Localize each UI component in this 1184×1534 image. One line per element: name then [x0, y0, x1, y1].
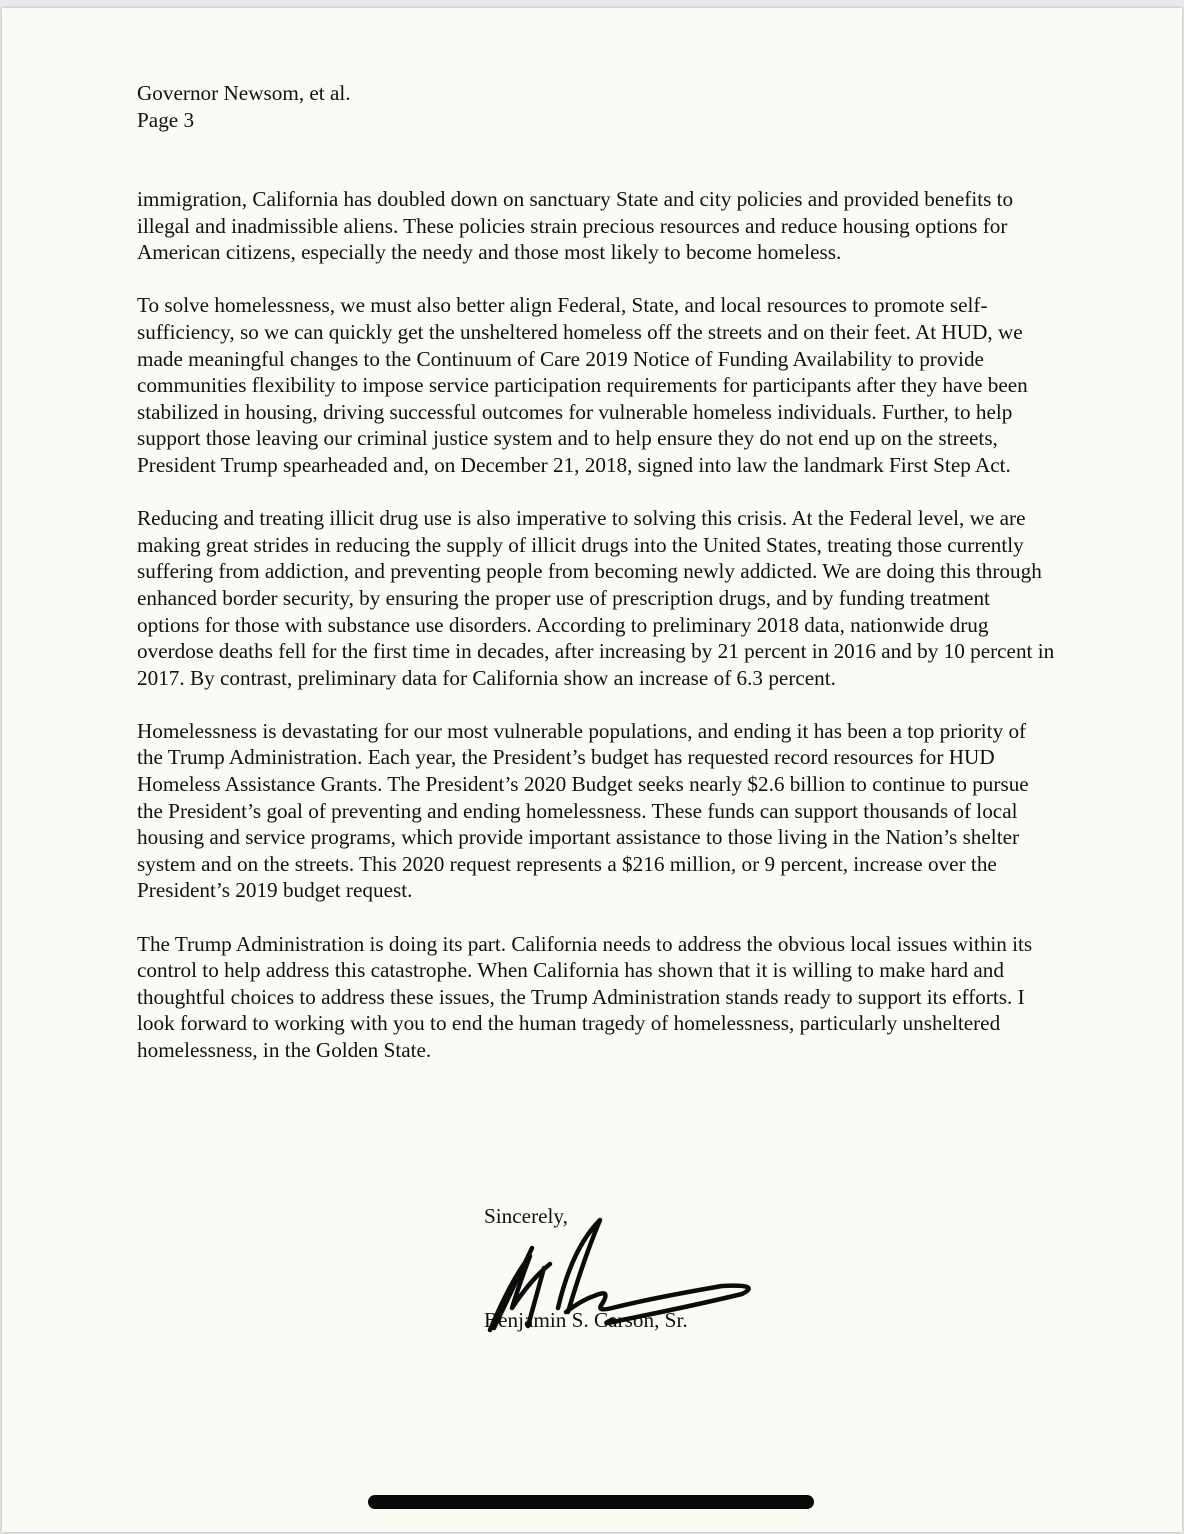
paragraph-immigration: immigration, California has doubled down on sanctuary State and city policies and provided benefits to illegal and inadmissible aliens. These policies strain precious resources and reduce housing options for American citizens, especially the needy and those most likely to become homeless.	[137, 187, 1014, 265]
paragraph-conclusion: The Trump Administration is doing its part. California needs to address the obvious local issues within its control to help address this catastrophe. When California has shown that it is willing to make hard and thoughtful choices to address these issues, the Trump Administration stands ready to support its efforts. I look forward to working with you to end the human tragedy of homelessness, particularly unsheltered homelessness, in the Golden State.	[137, 931, 1033, 1062]
paragraph-self-sufficiency: To solve homelessness, we must also better align Federal, State, and local resources to promote self-sufficiency, so we can quickly get the unsheltered homeless off the streets and on their feet. At HUD, we made meaningful changes to the Continuum of Care 2019 Notice of Funding Availability to provide communities flexibility to impose service participation requirements for participants after they have been stabilized in housing, driving successful outcomes for vulnerable homeless individuals. Further, to help support those leaving our criminal justice system and to help ensure they do not end up on the streets, President Trump spearheaded and, on December 21, 2018, signed into law the landmark First Step Act.	[137, 293, 1028, 477]
signer-name: Benjamin S. Carson, Sr.	[484, 1308, 688, 1332]
letter-body	[137, 186, 1057, 1090]
letter-page[interactable]	[2, 8, 1182, 1532]
letter-header	[137, 80, 1057, 133]
closing-salutation: Sincerely,	[484, 1204, 568, 1228]
page-number: Page 3	[137, 107, 195, 132]
recipient-line: Governor Newsom, et al.	[137, 81, 351, 105]
handwritten-signature	[472, 1208, 772, 1338]
home-indicator-bar[interactable]	[368, 1495, 814, 1509]
paragraph-drug-use: Reducing and treating illicit drug use is also imperative to solving this crisis. At the Federal level, we are making great strides in reducing the supply of illicit drugs into the United States, treating those currently suffering from addiction, and preventing people from becoming newly addicted. We are doing this through enhanced border security, by ensuring the proper use of prescription drugs, and by funding treatment options for those with substance use disorders. According to preliminary 2018 data, nationwide drug overdose deaths fell for the first time in decades, after increasing by 21 percent in 2016 and by 10 percent in 2017. By contrast, preliminary data for California show an increase of 6.3 percent.	[137, 506, 1055, 690]
paragraph-budget: Homelessness is devastating for our most vulnerable populations, and ending it has been a top priority of the Trump Administration. Each year, the President’s budget has requested record resources for HUD Homeless Assistance Grants. The President’s 2020 Budget seeks nearly $2.6 billion to continue to pursue the President’s goal of preventing and ending homelessness. These funds can support thousands of local housing and service programs, which provide important assistance to those living in the Nation’s shelter system and on the streets. This 2020 request represents a $216 million, or 9 percent, increase over the President’s 2019 budget request.	[137, 718, 1029, 903]
